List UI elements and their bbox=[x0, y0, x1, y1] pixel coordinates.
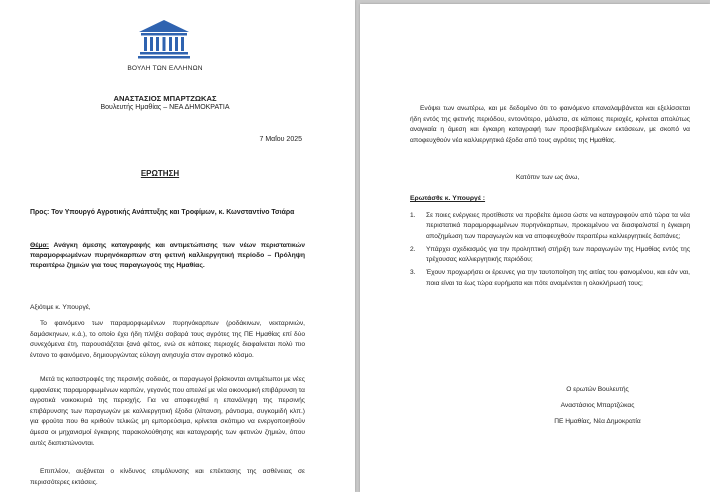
question-text: Έχουν προχωρήσει οι έρευνες για την ταυτοποίηση της αιτίας του φαινομένου, και εάν ναι, ποια είναι τα έως τώρα ευρήματα και πότε αναμένεται η ολοκλήρωσή τους; bbox=[426, 269, 690, 287]
signature-title: Ο ερωτών Βουλευτής bbox=[566, 386, 629, 393]
question-text: Σε ποιες ενέργειες προτίθεστε να προβείτε άμεσα ώστε να καταγραφούν από τώρα τα νέα περιστατικά παραμορφωμένων πυρηνόκαρπων, προκειμένου να διασφαλιστεί η έγκαιρη αποζημίωση των παραγωγών και να αποφευχθούν περαιτέρω καλλιεργητικές δαπάνες; bbox=[426, 212, 690, 240]
mp-name: ΑΝΑΣΤΑΣΙΟΣ ΜΠΑΡΤΖΩΚΑΣ bbox=[113, 94, 217, 103]
body-paragraph: Μετά τις καταστροφές της περσινής σοδειάς, οι παραγωγοί βρίσκονται αντιμέτωποι με νέες εμφανίσεις παραμορφωμένων καρπών, γεγονός που απειλεί με νέα οικονομική επιβάρυνση τα αγροτικά νοικοκυριά της περιοχής. Για να αποφευχθεί η επανάληψη της περσινής επιβάρυνσης των παραγωγών με καλλιεργητική έξοδα (λίπανση, ράντισμα, συγκομιδή κλπ.) για φρούτα που θα κριθούν τελικώς μη εμπορεύσιμα, κρίνεται σκόπιμο να ενεργοποιηθούν άμεσα οι μηχανισμοί έγκαιρης παρακολούθησης και καταγραφής των φετινών ζημιών, όπου αυτές διαπιστώνονται. bbox=[30, 376, 305, 447]
questions-list bbox=[410, 211, 690, 292]
body-paragraph: Το φαινόμενο των παραμορφωμένων πυρηνόκαρπων (ροδάκινων, νεκταρινιών, δαμάσκηνων, κ.ά.), το οποίο έχει ήδη πλήξει σοβαρά τους αγρότες της ΠΕ Ημαθίας επί δύο συνεχόμενα έτη, παρουσιάζεται ξανά φέτος, ενώ σε κάποιες περιοχές διαφαίνεται πολύ πιο έντονο το φαινόμενο, δημιουργώντας εύλογη ανησυχία στον αγροτικό κόσμο. bbox=[30, 320, 305, 359]
closing-line: Κατόπιν των ως άνω, bbox=[515, 174, 580, 181]
body-paragraph: Επιπλέον, αυξάνεται ο κίνδυνος επιμόλυνσης και επέκτασης της ασθένειας σε περισσότερες εκτάσεις. bbox=[30, 468, 305, 486]
question-item bbox=[410, 211, 690, 242]
question-number: 2. bbox=[410, 245, 416, 253]
parliament-logo-icon bbox=[135, 18, 193, 60]
signature-name: Αναστάσιος Μπαρτζώκας bbox=[560, 402, 635, 409]
question-number: 3. bbox=[410, 269, 416, 277]
questions-heading: Ερωτάσθε κ. Υπουργέ : bbox=[410, 195, 486, 202]
parliament-name: ΒΟΥΛΗ ΤΩΝ ΕΛΛΗΝΩΝ bbox=[127, 65, 203, 72]
document-page-right bbox=[360, 4, 710, 492]
subject-block bbox=[30, 241, 305, 271]
signature-affiliation: ΠΕ Ημαθίας, Νέα Δημοκρατία bbox=[554, 418, 641, 425]
mp-role: Βουλευτής Ημαθίας – ΝΕΑ ΔΗΜΟΚΡΑΤΙΑ bbox=[100, 104, 230, 111]
document-date: 7 Μαΐου 2025 bbox=[259, 136, 302, 143]
document-heading: ΕΡΩΤΗΣΗ bbox=[140, 169, 180, 178]
question-text: Υπάρχει σχεδιασμός για την προληπτική στήριξη των παραγωγών της Ημαθίας εντός της τρέχουσας καλλιεργητικής περιόδου; bbox=[426, 245, 690, 264]
subject-text: Ανάγκη άμεσης καταγραφής και αντιμετώπισης των νέων περιστατικών παραμορφωμένων πυρηνόκαρπων στη φετινή καλλιεργητική περίοδο – Πρόληψη περαιτέρω ζημιών για τους παραγωγούς της Ημαθίας. bbox=[30, 242, 305, 269]
recipient-line: Προς: Τον Υπουργό Αγροτικής Ανάπτυξης και Τροφίμων, κ. Κωνσταντίνο Τσιάρα bbox=[30, 209, 295, 216]
subject-label: Θέμα: bbox=[30, 242, 49, 249]
question-item bbox=[410, 245, 690, 266]
question-item bbox=[410, 268, 690, 289]
question-number: 1. bbox=[410, 212, 416, 219]
body-paragraph: Ενόψει των ανωτέρω, και με δεδομένο ότι το φαινόμενο επαναλαμβάνεται και εξελίσσεται ήδη εντός της φετινής περιόδου, εντονότερο, μάλιστα, σε κάποιες περιοχές, κρίνεται απολύτως αναγκαία η άμεση και έγκαιρη καταγραφή των προσβεβλημένων εκτάσεων, με σκοπό να αποφευχθούν νέα καλλιεργητικά έξοδα από τους αγρότες της Ημαθίας. bbox=[410, 105, 690, 144]
salutation: Αξιότιμε κ. Υπουργέ, bbox=[30, 304, 91, 311]
